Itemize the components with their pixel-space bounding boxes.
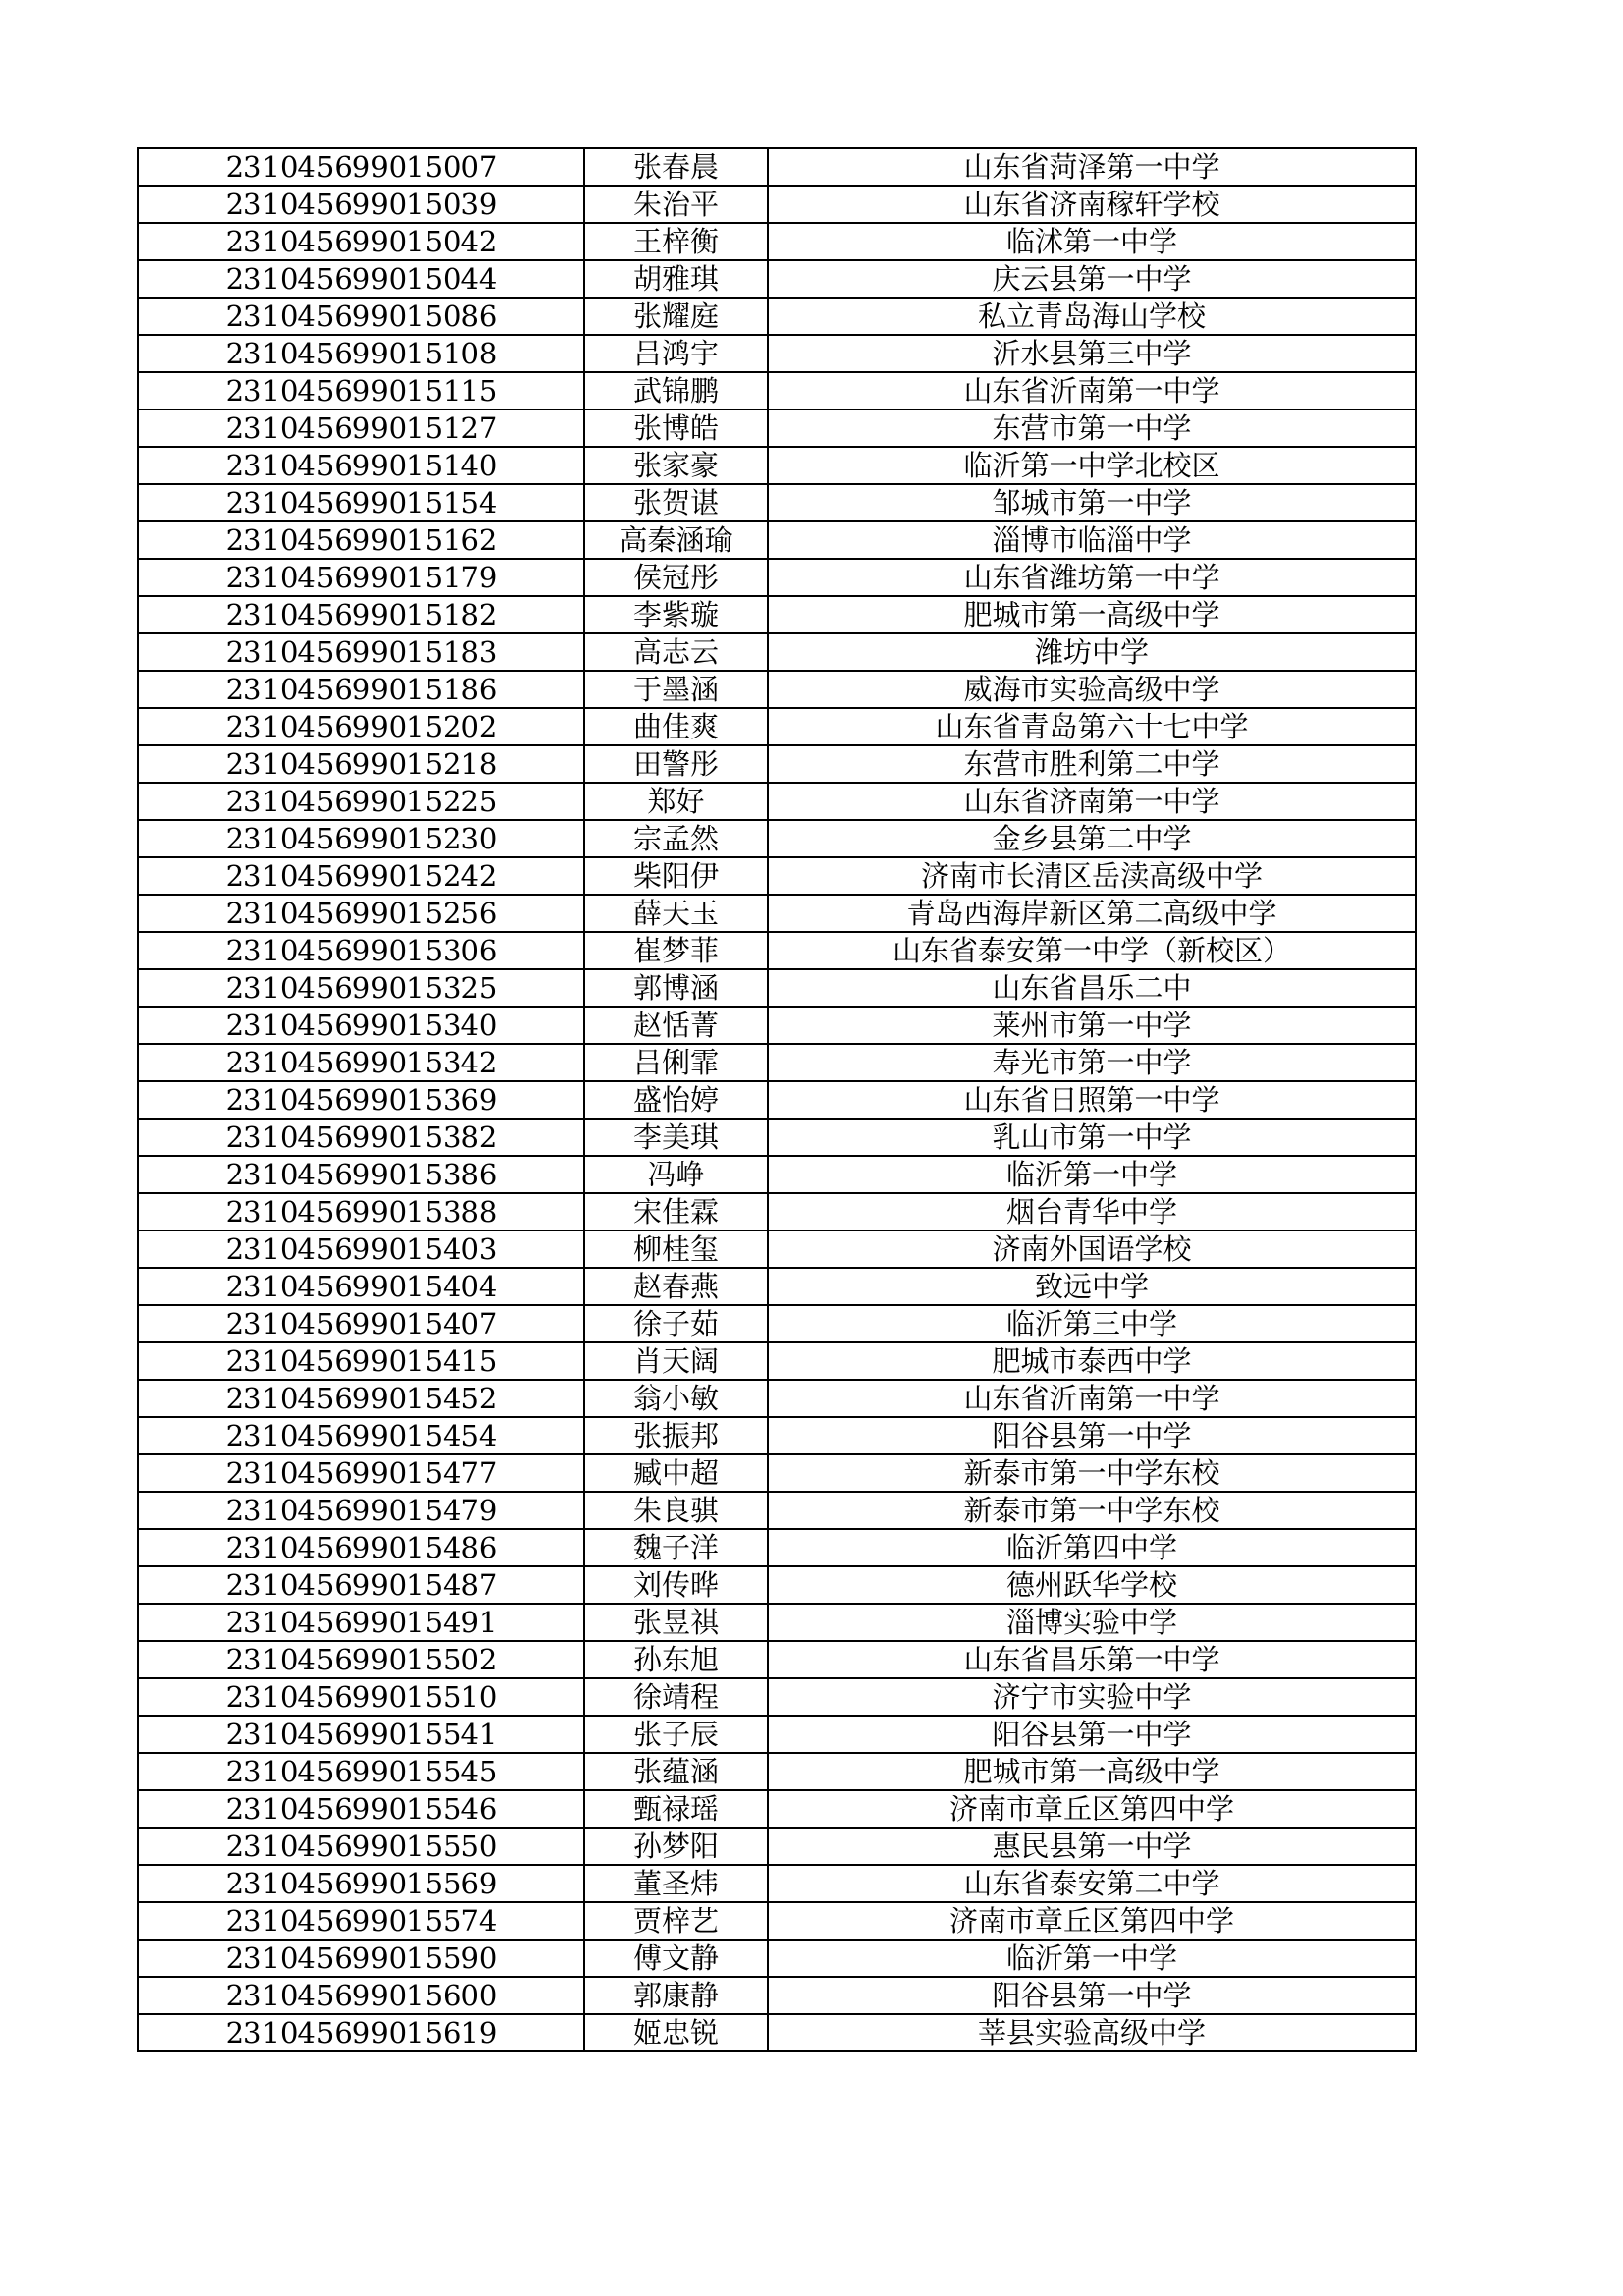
school-name-cell: 庆云县第一中学 [768,260,1416,298]
candidate-id-cell: 231045699015569 [138,1865,584,1902]
table-row [138,1790,1416,1828]
student-name-cell: 宋佳霖 [584,1193,768,1230]
table-row [138,1342,1416,1380]
candidate-id-cell: 231045699015162 [138,521,584,559]
candidate-id-cell: 231045699015042 [138,223,584,260]
student-name-cell: 孙梦阳 [584,1828,768,1865]
student-name-cell: 朱良骐 [584,1492,768,1529]
table-row [138,708,1416,745]
table-row [138,932,1416,969]
candidate-id-cell: 231045699015619 [138,2014,584,2051]
school-name-cell: 临沭第一中学 [768,223,1416,260]
candidate-id-cell: 231045699015510 [138,1678,584,1716]
student-name-cell: 吕鸿宇 [584,335,768,372]
table-row [138,633,1416,671]
student-name-cell: 郭博涵 [584,969,768,1007]
candidate-id-cell: 231045699015491 [138,1604,584,1641]
school-name-cell: 山东省沂南第一中学 [768,372,1416,410]
roster-table-body [138,148,1416,2051]
table-row [138,1454,1416,1492]
candidate-id-cell: 231045699015230 [138,820,584,857]
table-row [138,372,1416,410]
school-name-cell: 阳谷县第一中学 [768,1977,1416,2014]
candidate-id-cell: 231045699015039 [138,186,584,223]
table-row [138,596,1416,633]
student-name-cell: 田警彤 [584,745,768,783]
candidate-id-cell: 231045699015403 [138,1230,584,1268]
school-name-cell: 莱州市第一中学 [768,1007,1416,1044]
table-row [138,1529,1416,1566]
table-row [138,1230,1416,1268]
candidate-id-cell: 231045699015154 [138,484,584,521]
school-name-cell: 阳谷县第一中学 [768,1417,1416,1454]
school-name-cell: 东营市胜利第二中学 [768,745,1416,783]
table-row [138,260,1416,298]
candidate-id-cell: 231045699015452 [138,1380,584,1417]
candidate-id-cell: 231045699015382 [138,1119,584,1156]
student-name-cell: 赵恬菁 [584,1007,768,1044]
candidate-id-cell: 231045699015477 [138,1454,584,1492]
student-name-cell: 宗孟然 [584,820,768,857]
table-row [138,1380,1416,1417]
student-name-cell: 臧中超 [584,1454,768,1492]
table-row [138,1940,1416,1977]
school-name-cell: 临沂第一中学 [768,1940,1416,1977]
candidate-id-cell: 231045699015454 [138,1417,584,1454]
student-name-cell: 武锦鹏 [584,372,768,410]
student-name-cell: 盛怡婷 [584,1081,768,1119]
school-name-cell: 临沂第一中学 [768,1156,1416,1193]
table-row [138,969,1416,1007]
school-name-cell: 烟台青华中学 [768,1193,1416,1230]
student-name-cell: 胡雅琪 [584,260,768,298]
candidate-id-cell: 231045699015407 [138,1305,584,1342]
student-name-cell: 魏子洋 [584,1529,768,1566]
student-name-cell: 张子辰 [584,1716,768,1753]
candidate-id-cell: 231045699015007 [138,148,584,186]
candidate-id-cell: 231045699015140 [138,447,584,484]
student-name-cell: 张春晨 [584,148,768,186]
table-row [138,447,1416,484]
candidate-id-cell: 231045699015256 [138,895,584,932]
candidate-id-cell: 231045699015325 [138,969,584,1007]
table-row [138,857,1416,895]
candidate-id-cell: 231045699015487 [138,1566,584,1604]
student-name-cell: 翁小敏 [584,1380,768,1417]
table-row [138,1641,1416,1678]
school-name-cell: 私立青岛海山学校 [768,298,1416,335]
student-name-cell: 贾梓艺 [584,1902,768,1940]
table-row [138,2014,1416,2051]
student-name-cell: 高志云 [584,633,768,671]
student-name-cell: 赵春燕 [584,1268,768,1305]
school-name-cell: 青岛西海岸新区第二高级中学 [768,895,1416,932]
candidate-id-cell: 231045699015388 [138,1193,584,1230]
candidate-id-cell: 231045699015225 [138,783,584,820]
candidate-id-cell: 231045699015546 [138,1790,584,1828]
table-row [138,298,1416,335]
school-name-cell: 莘县实验高级中学 [768,2014,1416,2051]
table-row [138,335,1416,372]
table-row [138,1678,1416,1716]
school-name-cell: 山东省济南第一中学 [768,783,1416,820]
school-name-cell: 济南市章丘区第四中学 [768,1790,1416,1828]
student-name-cell: 薛天玉 [584,895,768,932]
candidate-id-cell: 231045699015386 [138,1156,584,1193]
candidate-id-cell: 231045699015218 [138,745,584,783]
school-name-cell: 致远中学 [768,1268,1416,1305]
student-name-cell: 冯峥 [584,1156,768,1193]
table-row [138,1119,1416,1156]
student-name-cell: 刘传晔 [584,1566,768,1604]
candidate-id-cell: 231045699015183 [138,633,584,671]
table-row [138,1193,1416,1230]
candidate-id-cell: 231045699015550 [138,1828,584,1865]
student-name-cell: 肖天阔 [584,1342,768,1380]
student-name-cell: 崔梦菲 [584,932,768,969]
school-name-cell: 肥城市第一高级中学 [768,596,1416,633]
roster-table [137,147,1417,2052]
school-name-cell: 山东省济南稼轩学校 [768,186,1416,223]
student-name-cell: 张耀庭 [584,298,768,335]
candidate-id-cell: 231045699015342 [138,1044,584,1081]
candidate-id-cell: 231045699015182 [138,596,584,633]
table-row [138,1081,1416,1119]
table-row [138,186,1416,223]
school-name-cell: 山东省潍坊第一中学 [768,559,1416,596]
school-name-cell: 山东省菏泽第一中学 [768,148,1416,186]
table-row [138,1566,1416,1604]
student-name-cell: 甄禄瑶 [584,1790,768,1828]
student-name-cell: 张昱祺 [584,1604,768,1641]
table-row [138,1492,1416,1529]
candidate-id-cell: 231045699015179 [138,559,584,596]
table-row [138,1977,1416,2014]
candidate-id-cell: 231045699015242 [138,857,584,895]
table-row [138,820,1416,857]
student-name-cell: 孙东旭 [584,1641,768,1678]
student-name-cell: 董圣炜 [584,1865,768,1902]
student-name-cell: 郑好 [584,783,768,820]
school-name-cell: 德州跃华学校 [768,1566,1416,1604]
school-name-cell: 山东省沂南第一中学 [768,1380,1416,1417]
school-name-cell: 山东省青岛第六十七中学 [768,708,1416,745]
candidate-id-cell: 231045699015545 [138,1753,584,1790]
student-name-cell: 傅文静 [584,1940,768,1977]
student-name-cell: 柳桂玺 [584,1230,768,1268]
candidate-id-cell: 231045699015306 [138,932,584,969]
table-row [138,148,1416,186]
table-row [138,1417,1416,1454]
student-name-cell: 张蕴涵 [584,1753,768,1790]
school-name-cell: 济宁市实验中学 [768,1678,1416,1716]
table-row [138,1044,1416,1081]
table-row [138,1268,1416,1305]
school-name-cell: 阳谷县第一中学 [768,1716,1416,1753]
table-row [138,1753,1416,1790]
candidate-id-cell: 231045699015574 [138,1902,584,1940]
school-name-cell: 济南外国语学校 [768,1230,1416,1268]
student-name-cell: 张贺谌 [584,484,768,521]
student-name-cell: 张振邦 [584,1417,768,1454]
candidate-id-cell: 231045699015590 [138,1940,584,1977]
school-name-cell: 临沂第四中学 [768,1529,1416,1566]
table-row [138,1156,1416,1193]
candidate-id-cell: 231045699015479 [138,1492,584,1529]
candidate-id-cell: 231045699015404 [138,1268,584,1305]
candidate-id-cell: 231045699015044 [138,260,584,298]
candidate-id-cell: 231045699015115 [138,372,584,410]
candidate-id-cell: 231045699015340 [138,1007,584,1044]
school-name-cell: 威海市实验高级中学 [768,671,1416,708]
table-row [138,1716,1416,1753]
candidate-id-cell: 231045699015486 [138,1529,584,1566]
table-row [138,1828,1416,1865]
school-name-cell: 山东省泰安第二中学 [768,1865,1416,1902]
candidate-id-cell: 231045699015186 [138,671,584,708]
candidate-id-cell: 231045699015086 [138,298,584,335]
table-row [138,1007,1416,1044]
candidate-id-cell: 231045699015502 [138,1641,584,1678]
candidate-id-cell: 231045699015541 [138,1716,584,1753]
school-name-cell: 寿光市第一中学 [768,1044,1416,1081]
student-name-cell: 高秦涵瑜 [584,521,768,559]
candidate-id-cell: 231045699015369 [138,1081,584,1119]
table-row [138,559,1416,596]
school-name-cell: 济南市章丘区第四中学 [768,1902,1416,1940]
table-row [138,223,1416,260]
school-name-cell: 邹城市第一中学 [768,484,1416,521]
school-name-cell: 东营市第一中学 [768,410,1416,447]
student-name-cell: 姬忠锐 [584,2014,768,2051]
school-name-cell: 山东省昌乐二中 [768,969,1416,1007]
table-row [138,783,1416,820]
student-name-cell: 张博皓 [584,410,768,447]
candidate-id-cell: 231045699015202 [138,708,584,745]
table-row [138,745,1416,783]
school-name-cell: 淄博市临淄中学 [768,521,1416,559]
student-name-cell: 吕俐霏 [584,1044,768,1081]
student-name-cell: 徐靖程 [584,1678,768,1716]
student-name-cell: 张家豪 [584,447,768,484]
candidate-id-cell: 231045699015127 [138,410,584,447]
candidate-id-cell: 231045699015108 [138,335,584,372]
table-row [138,671,1416,708]
candidate-id-cell: 231045699015600 [138,1977,584,2014]
table-row [138,895,1416,932]
student-name-cell: 李紫璇 [584,596,768,633]
student-name-cell: 朱治平 [584,186,768,223]
table-row [138,484,1416,521]
school-name-cell: 沂水县第三中学 [768,335,1416,372]
school-name-cell: 新泰市第一中学东校 [768,1492,1416,1529]
student-name-cell: 于墨涵 [584,671,768,708]
school-name-cell: 济南市长清区岳渎高级中学 [768,857,1416,895]
student-name-cell: 王梓衡 [584,223,768,260]
school-name-cell: 山东省泰安第一中学（新校区） [768,932,1416,969]
school-name-cell: 乳山市第一中学 [768,1119,1416,1156]
school-name-cell: 肥城市第一高级中学 [768,1753,1416,1790]
table-row [138,1902,1416,1940]
table-row [138,410,1416,447]
student-name-cell: 柴阳伊 [584,857,768,895]
table-row [138,1604,1416,1641]
school-name-cell: 肥城市泰西中学 [768,1342,1416,1380]
school-name-cell: 临沂第一中学北校区 [768,447,1416,484]
school-name-cell: 临沂第三中学 [768,1305,1416,1342]
school-name-cell: 山东省日照第一中学 [768,1081,1416,1119]
student-name-cell: 曲佳爽 [584,708,768,745]
school-name-cell: 淄博实验中学 [768,1604,1416,1641]
student-name-cell: 郭康静 [584,1977,768,2014]
school-name-cell: 惠民县第一中学 [768,1828,1416,1865]
school-name-cell: 新泰市第一中学东校 [768,1454,1416,1492]
student-name-cell: 徐子茹 [584,1305,768,1342]
student-name-cell: 侯冠彤 [584,559,768,596]
school-name-cell: 金乡县第二中学 [768,820,1416,857]
candidate-id-cell: 231045699015415 [138,1342,584,1380]
student-name-cell: 李美琪 [584,1119,768,1156]
school-name-cell: 潍坊中学 [768,633,1416,671]
school-name-cell: 山东省昌乐第一中学 [768,1641,1416,1678]
table-row [138,1305,1416,1342]
table-row [138,1865,1416,1902]
table-row [138,521,1416,559]
